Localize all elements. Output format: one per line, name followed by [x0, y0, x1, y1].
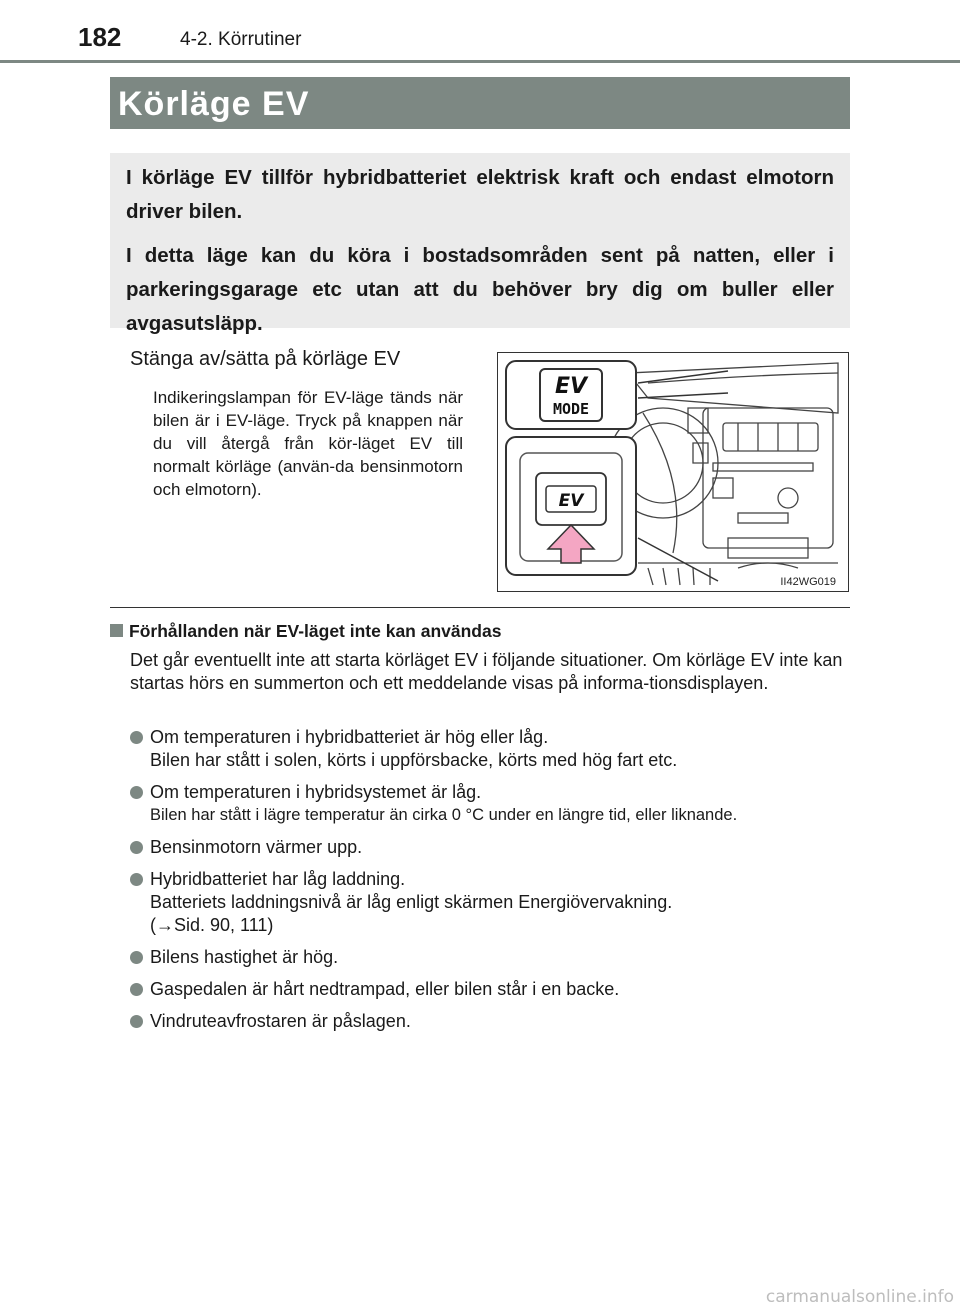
switch-heading: Stänga av/sätta på körläge EV	[130, 348, 401, 370]
page-reference-link[interactable]: (→Sid. 90, 111)	[150, 915, 274, 935]
section-divider	[110, 607, 850, 608]
dashboard-sketch	[608, 363, 838, 585]
list-item-text: Om temperaturen i hybridbatteriet är hög eller låg.	[150, 727, 549, 747]
circle-bullet-icon	[130, 983, 143, 996]
list-item	[130, 836, 855, 859]
list-item-detail: Bilen har stått i solen, körts i uppförsbacke, körts med hög fart etc.	[150, 750, 678, 770]
watermark: carmanualsonline.info	[765, 1287, 954, 1307]
ev-mode-illustration	[497, 352, 849, 592]
conditions-heading	[110, 621, 501, 642]
circle-bullet-icon	[130, 1015, 143, 1028]
list-item-text: Om temperaturen i hybridsystemet är låg.	[150, 782, 482, 802]
chapter-title: 4-2. Körrutiner	[180, 29, 302, 50]
section-title-band	[110, 77, 850, 129]
intro-paragraph-2: I detta läge kan du köra i bostadsområden sent på natten, eller i parkeringsgarage etc utan att du behöver bry dig om buller eller avgasutsläpp.	[126, 244, 834, 335]
figure-code: II42WG019	[780, 576, 836, 588]
circle-bullet-icon	[130, 951, 143, 964]
ev-mode-drawing	[498, 353, 848, 591]
conditions-list	[130, 726, 855, 1042]
page-number: 182	[78, 22, 122, 52]
conditions-intro: Det går eventuellt inte att starta körläget EV i följande situationer. Om körläge EV inte kan startas hörs en summerton och ett meddelande visas på informa-tionsdisplayen.	[130, 650, 843, 693]
list-item-detail: Bilen har stått i lägre temperatur än cirka 0 °C under en längre tid, eller liknande.	[150, 806, 738, 824]
mode-indicator-label: MODE	[552, 400, 590, 418]
list-item-text: Bensinmotorn värmer upp.	[150, 837, 363, 857]
list-item-text: Hybridbatteriet har låg laddning.	[150, 869, 406, 889]
intro-box	[110, 153, 850, 335]
circle-bullet-icon	[130, 873, 143, 886]
header-rule	[0, 60, 960, 63]
circle-bullet-icon	[130, 786, 143, 799]
conditions-heading-text: Förhållanden när EV-läget inte kan användas	[129, 621, 502, 641]
ev-indicator-label: EV	[554, 374, 588, 399]
list-item	[130, 978, 855, 1001]
section-title: Körläge EV	[118, 85, 310, 123]
list-item	[130, 1010, 855, 1033]
intro-paragraph-1: I körläge EV tillför hybridbatteriet elektrisk kraft och endast elmotorn driver bilen.	[126, 166, 834, 223]
list-item-text: Vindruteavfrostaren är påslagen.	[150, 1011, 411, 1031]
list-item	[130, 726, 855, 772]
list-item	[130, 946, 855, 969]
ev-button-label: EV	[558, 491, 584, 511]
circle-bullet-icon	[130, 841, 143, 854]
circle-bullet-icon	[130, 731, 143, 744]
callout-line	[638, 371, 728, 398]
switch-description: Indikeringslampan för EV-läge tänds när bilen är i EV-läge. Tryck på knappen när du vill återgå från kör-läget EV till normalt körläge (använ-da bensinmotorn och elmotorn).	[153, 388, 463, 499]
list-item-text: Gaspedalen är hårt nedtrampad, eller bilen står i en backe.	[150, 979, 620, 999]
list-item-detail: Batteriets laddningsnivå är låg enligt skärmen Energiövervakning.	[150, 892, 673, 912]
square-bullet-icon	[110, 624, 123, 637]
list-item	[130, 868, 855, 937]
list-item	[130, 781, 855, 827]
list-item-text: Bilens hastighet är hög.	[150, 947, 339, 967]
